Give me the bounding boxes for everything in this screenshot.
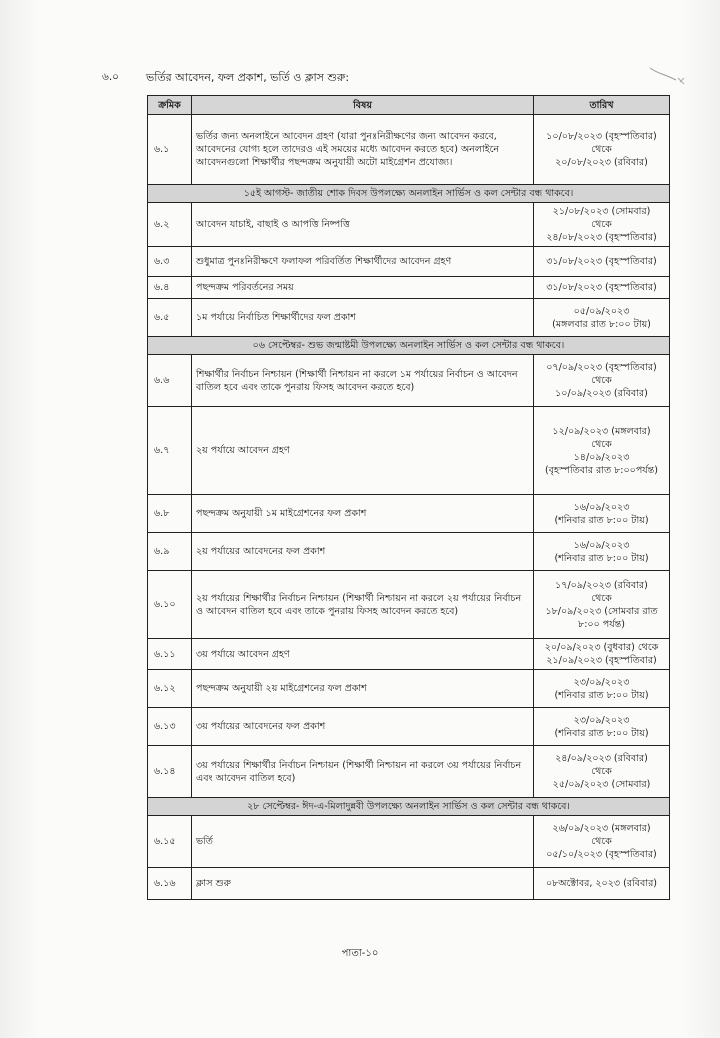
row-subject: ৩য় পর্যায়ের আবেদনের ফল প্রকাশ	[192, 708, 534, 746]
row-subject: ১ম পর্যায়ে নির্বাচিত শিক্ষার্থীদের ফল প্রকাশ	[192, 299, 534, 337]
row-date	[534, 277, 670, 299]
date-line: থেকে	[591, 375, 612, 386]
row-serial: ৬.১৬	[148, 868, 192, 900]
row-date	[534, 571, 670, 639]
table-row	[148, 115, 670, 185]
date-line: থেকে	[591, 766, 612, 777]
row-subject: শুধুমাত্র পুনঃনিরীক্ষণে ফলাফল পরিবর্তিত শিক্ষার্থীদের আবেদন গ্রহণ	[192, 247, 534, 277]
date-line: ৩১/০৮/২০২৩ (বৃহস্পতিবার)	[546, 282, 657, 293]
date-line: ১৪/০৯/২০২৩	[573, 451, 630, 463]
row-serial: ৬.১৪	[148, 746, 192, 798]
date-line: (শনিবার রাত ৮:০০ টায়)	[554, 689, 649, 701]
date-line: ১০/০৮/২০২৩ (বৃহস্পতিবার)	[546, 131, 657, 142]
date-line: ২১/০৯/২০২৩ (বৃহস্পতিবার)	[546, 655, 657, 666]
header-subject: বিষয়	[192, 96, 534, 115]
row-subject: আবেদন যাচাই, বাছাই ও আপত্তি নিষ্পত্তি	[192, 203, 534, 247]
row-date	[534, 868, 670, 900]
row-subject: ক্লাস শুরু	[192, 868, 534, 900]
date-line: ২৩/০৯/২০২৩	[573, 714, 630, 726]
row-serial: ৬.৯	[148, 533, 192, 571]
table-row	[148, 533, 670, 571]
row-subject: ৩য় পর্যায়ে আবেদন গ্রহণ	[192, 639, 534, 670]
row-serial: ৬.৪	[148, 277, 192, 299]
table-row	[148, 868, 670, 900]
date-line: ১৮/০৯/২০২৩ (সোমবার রাত	[545, 605, 658, 617]
row-serial: ৬.৭	[148, 407, 192, 495]
date-line: ১৬/০৯/২০২৩	[573, 501, 630, 513]
date-line: ০৫/০৯/২০২৩	[573, 305, 630, 317]
section-title: ভর্তির আবেদন, ফল প্রকাশ, ভর্তি ও ক্লাস শুরু:	[146, 71, 350, 84]
row-date	[534, 816, 670, 868]
row-serial: ৬.৩	[148, 247, 192, 277]
table-row	[148, 816, 670, 868]
date-line: ২৬/০৯/২০২৩ (মঙ্গলবার)	[552, 823, 651, 834]
date-line: (বৃহস্পতিবার রাত ৮:০০পর্যন্ত)	[544, 464, 659, 476]
row-date	[534, 495, 670, 533]
table-row	[148, 495, 670, 533]
row-date	[534, 639, 670, 670]
table-row	[148, 203, 670, 247]
row-serial: ৬.৬	[148, 355, 192, 407]
row-date	[534, 203, 670, 247]
row-date	[534, 708, 670, 746]
date-line: ০৭/০৯/২০২৩ (বৃহস্পতিবার)	[546, 362, 657, 373]
notice-row	[148, 185, 670, 203]
date-line: থেকে	[591, 836, 612, 847]
row-subject: পছন্দক্রম অনুযায়ী ১ম মাইগ্রেশনের ফল প্রকাশ	[192, 495, 534, 533]
date-line: ১০/০৯/২০২৩ (রবিবার)	[555, 388, 648, 399]
date-line: ১৭/০৯/২০২৩ (রবিবার)	[555, 579, 648, 591]
row-subject: ভর্তি	[192, 816, 534, 868]
row-subject: ২য় পর্যায়ের শিক্ষার্থীর নির্বাচন নিশ্চায়ন (শিক্ষার্থী নিশ্চায়ন না করলে ২য় পর্যায়ের নির্বাচন ও আবেদন বাতিল হবে এবং তাকে পুনরায় ফিসহ আবেদন করতে হবে)	[192, 571, 534, 639]
date-line: ২১/০৮/২০২৩ (সোমবার)	[552, 206, 651, 217]
table-row	[148, 407, 670, 495]
row-subject: শিক্ষার্থীর নির্বাচন নিশ্চায়ন (শিক্ষার্থী নিশ্চায়ন না করলে ১ম পর্যায়ের নির্বাচন ও আবেদন বাতিল হবে এবং তাকে পুনরায় ফিসহ আবেদন করতে হবে)	[192, 355, 534, 407]
header-date: তারিখ	[534, 96, 670, 115]
row-date	[534, 355, 670, 407]
date-line: ২৩/০৯/২০২৩	[573, 676, 630, 688]
row-serial: ৬.১৫	[148, 816, 192, 868]
date-line: ২০/০৯/২০২৩ (বুধবার) থেকে	[544, 642, 659, 653]
table-row	[148, 708, 670, 746]
header-serial: ক্রমিক	[148, 96, 192, 115]
date-line: ১২/০৯/২০২৩ (মঙ্গলবার)	[552, 425, 651, 437]
date-line: থেকে	[591, 144, 612, 155]
date-line: ০৫/১০/২০২৩ (বৃহস্পতিবার)	[546, 849, 657, 860]
notice-text: ১৫ই আগস্ট- জাতীয় শোক দিবস উপলক্ষ্যে অনলাইন সার্ভিস ও কল সেন্টার বন্ধ থাকবে।	[148, 185, 670, 203]
date-line: (শনিবার রাত ৮:০০ টায়)	[554, 727, 649, 739]
row-date	[534, 746, 670, 798]
section-number: ৬.০	[102, 71, 119, 83]
table-row	[148, 639, 670, 670]
row-subject: ২য় পর্যায়ের আবেদনের ফল প্রকাশ	[192, 533, 534, 571]
row-serial: ৬.১১	[148, 639, 192, 670]
row-serial: ৬.১	[148, 115, 192, 185]
notice-text: ২৮ সেপ্টেম্বর- ঈদ-এ-মিলাদুন্নবী উপলক্ষ্যে অনলাইন সার্ভিস ও কল সেন্টার বন্ধ থাকবে।	[148, 798, 670, 816]
date-line: (মঙ্গলবার রাত ৮:০০ টায়)	[552, 318, 651, 330]
date-line: ৮:০০ পর্যন্ত)	[578, 618, 625, 630]
date-line: থেকে	[591, 438, 612, 450]
table-header-row	[148, 96, 670, 115]
row-date	[534, 299, 670, 337]
row-serial: ৬.২	[148, 203, 192, 247]
notice-row	[148, 798, 670, 816]
table-row	[148, 571, 670, 639]
schedule-table	[147, 95, 670, 900]
date-line: ২৫/০৯/২০২৩ (সোমবার)	[552, 779, 651, 790]
date-line: (শনিবার রাত ৮:০০ টায়)	[554, 514, 649, 526]
row-date	[534, 670, 670, 708]
row-subject: পছন্দক্রম পরিবর্তনের সময়	[192, 277, 534, 299]
row-date	[534, 115, 670, 185]
table-row	[148, 247, 670, 277]
row-subject: ৩য় পর্যায়ের শিক্ষার্থীর নির্বাচন নিশ্চায়ন (শিক্ষার্থী নিশ্চায়ন না করলে ৩য় পর্যায়ের নির্বাচন এবং আবেদন বাতিল হবে)	[192, 746, 534, 798]
row-subject: পছন্দক্রম অনুযায়ী ২য় মাইগ্রেশনের ফল প্রকাশ	[192, 670, 534, 708]
row-serial: ৬.১২	[148, 670, 192, 708]
row-serial: ৬.৮	[148, 495, 192, 533]
row-serial: ৬.১৩	[148, 708, 192, 746]
row-date	[534, 407, 670, 495]
row-subject: ২য় পর্যায়ে আবেদন গ্রহণ	[192, 407, 534, 495]
table-row	[148, 277, 670, 299]
date-line: ২০/০৮/২০২৩ (রবিবার)	[555, 157, 648, 168]
pen-mark-icon	[646, 62, 688, 86]
page-number: পাতা-১০	[341, 948, 379, 959]
table-row	[148, 670, 670, 708]
table-row	[148, 355, 670, 407]
row-date	[534, 533, 670, 571]
row-date	[534, 247, 670, 277]
table-row	[148, 299, 670, 337]
table-row	[148, 746, 670, 798]
date-line: ২৪/০৮/২০২৩ (বৃহস্পতিবার)	[546, 232, 657, 243]
date-line: ০৮অক্টোবর, ২০২৩ (রবিবার)	[545, 878, 658, 889]
date-line: ৩১/০৮/২০২৩ (বৃহস্পতিবার)	[546, 256, 657, 267]
row-serial: ৬.১০	[148, 571, 192, 639]
notice-row	[148, 337, 670, 355]
date-line: থেকে	[591, 592, 612, 604]
date-line: ১৬/০৯/২০২৩	[573, 539, 630, 551]
row-serial: ৬.৫	[148, 299, 192, 337]
date-line: (শনিবার রাত ৮:০০ টায়)	[554, 552, 649, 564]
row-subject: ভর্তির জন্য অনলাইনে আবেদন গ্রহণ (যারা পুনঃনিরীক্ষণের জন্য আবেদন করবে, আবেদনের যোগ্য হলে তাদেরও এই সময়ের মধ্যে আবেদন করতে হবে) অনলাইনে আবেদনগুলো শিক্ষার্থীর পছন্দক্রম অনুযায়ী অটো মাইগ্রেশন প্রযোজ্য।	[192, 115, 534, 185]
date-line: ২৪/০৯/২০২৩ (রবিবার)	[555, 753, 648, 764]
date-line: থেকে	[591, 219, 612, 230]
notice-text: ০৬ সেপ্টেম্বর- শুভ জন্মাষ্টমী উপলক্ষ্যে অনলাইন সার্ভিস ও কল সেন্টার বন্ধ থাকবে।	[148, 337, 670, 355]
